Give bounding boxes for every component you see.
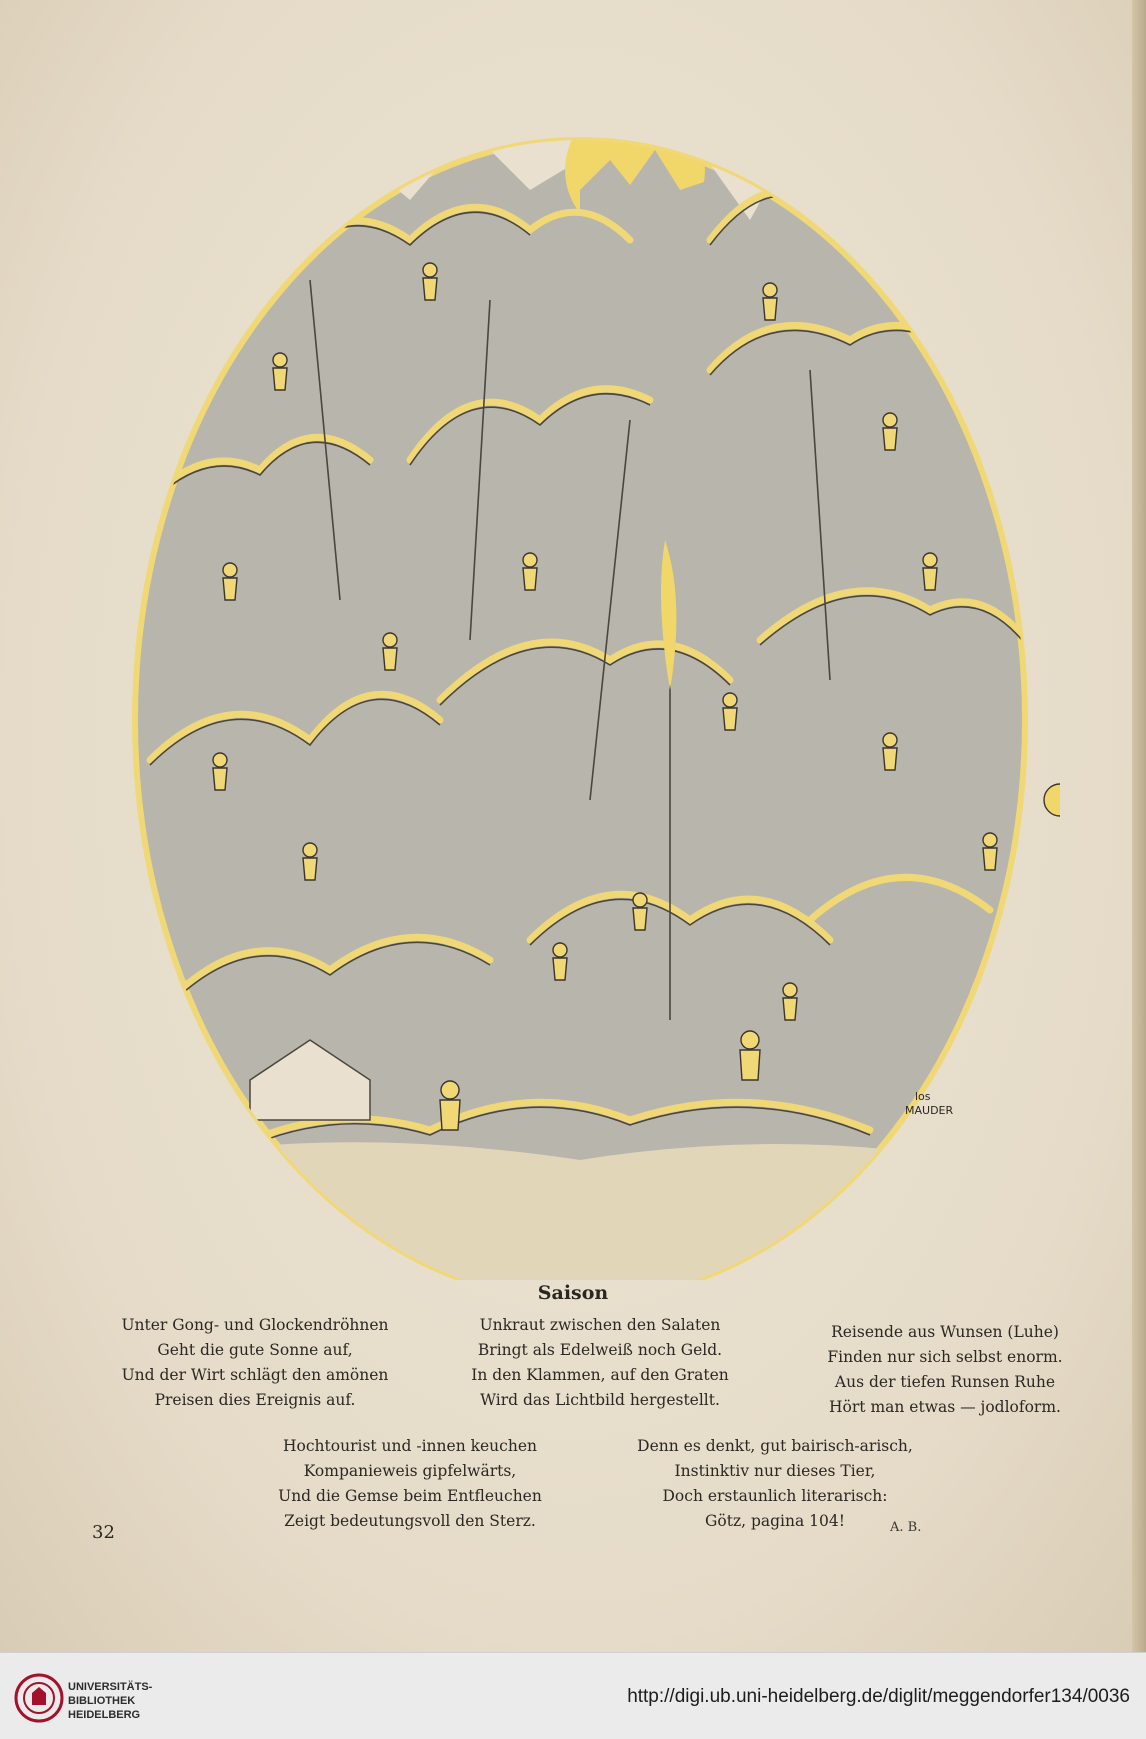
foreground-ground xyxy=(110,1142,1060,1280)
stanza-line: Finden nur sich selbst enorm. xyxy=(827,1348,1063,1366)
mountain-illustration xyxy=(110,40,1060,1280)
library-name[interactable] xyxy=(68,1680,152,1722)
poem-title: Saison xyxy=(537,1282,609,1304)
permalink-url[interactable]: http://digi.ub.uni-heidelberg.de/diglit/meggendorfer134/0036 xyxy=(627,1686,1130,1707)
stanza-line: Wird das Lichtbild hergestellt. xyxy=(480,1391,720,1409)
artist-signature-first: los xyxy=(915,1090,931,1103)
university-seal-icon[interactable] xyxy=(14,1673,64,1723)
stanza-line: Hört man etwas — jodloform. xyxy=(829,1398,1061,1416)
stanza-line: In den Klammen, auf den Graten xyxy=(471,1366,729,1384)
library-name-line: HEIDELBERG xyxy=(68,1709,141,1721)
stanza-line: Götz, pagina 104! xyxy=(705,1512,845,1530)
stanza-2 xyxy=(455,1313,745,1413)
stanza-line: Zeigt bedeutungsvoll den Sterz. xyxy=(284,1512,536,1530)
stanza-line: Instinktiv nur dieses Tier, xyxy=(674,1462,876,1480)
stanza-line: Und der Wirt schlägt den amönen xyxy=(121,1366,389,1384)
library-name-line: BIBLIOTHEK xyxy=(68,1695,136,1707)
page-edge xyxy=(1132,0,1146,1652)
page-number: 32 xyxy=(92,1522,115,1543)
stanza-4 xyxy=(260,1434,560,1534)
stanza-line: Hochtourist und -innen keuchen xyxy=(283,1437,537,1455)
stanza-line: Aus der tiefen Runsen Ruhe xyxy=(834,1373,1056,1391)
stanza-5 xyxy=(620,1434,930,1534)
poem-signature: A. B. xyxy=(890,1520,922,1535)
stanza-line: Doch erstaunlich literarisch: xyxy=(662,1487,888,1505)
stanza-line: Geht die gute Sonne auf, xyxy=(157,1341,353,1359)
stanza-line: Preisen dies Ereignis auf. xyxy=(154,1391,356,1409)
stanza-line: Kompanieweis gipfelwärts, xyxy=(303,1462,517,1480)
stanza-3 xyxy=(800,1320,1090,1420)
library-name-line: UNIVERSITÄTS- xyxy=(68,1681,153,1693)
stanza-line: Denn es denkt, gut bairisch-arisch, xyxy=(637,1437,913,1455)
falling-climber xyxy=(1044,784,1060,816)
stanza-line: Bringt als Edelweiß noch Geld. xyxy=(477,1341,723,1359)
stanza-line: Und die Gemse beim Entfleuchen xyxy=(278,1487,542,1505)
stanza-line: Unter Gong- und Glockendröhnen xyxy=(121,1316,389,1334)
library-footer xyxy=(0,1652,1146,1739)
stanza-1 xyxy=(110,1313,400,1413)
artist-signature-last: MAUDER xyxy=(905,1104,954,1117)
stanza-line: Unkraut zwischen den Salaten xyxy=(479,1316,721,1334)
stanza-line: Reisende aus Wunsen (Luhe) xyxy=(831,1323,1059,1341)
